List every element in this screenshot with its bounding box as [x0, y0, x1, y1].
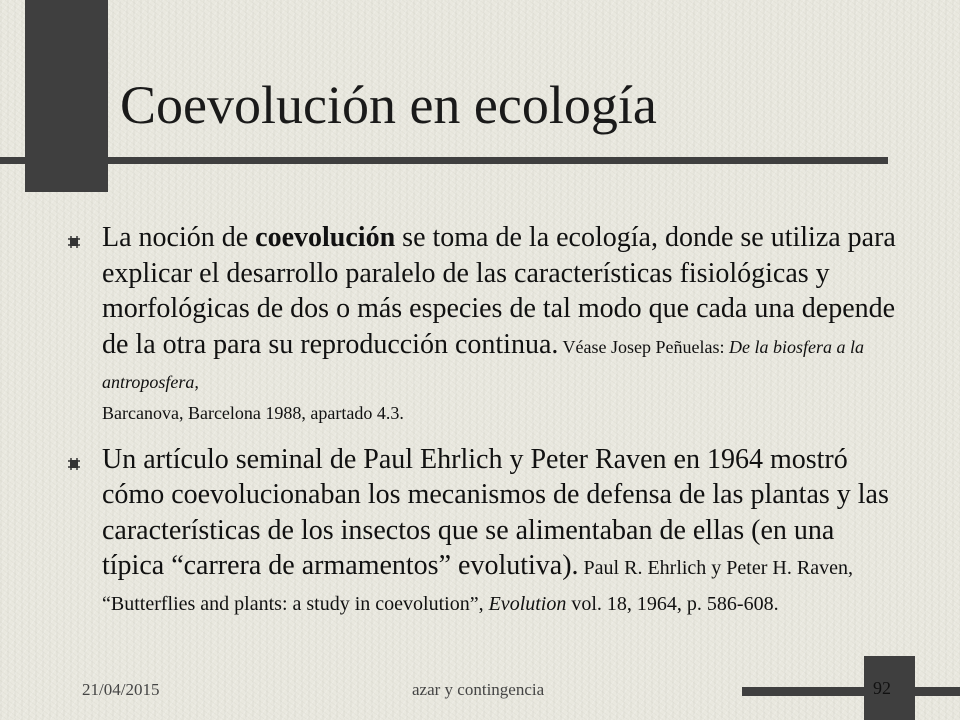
- reference-lead: Véase Josep Peñuelas:: [558, 336, 730, 357]
- bullet-item-coevolution: [60, 220, 900, 424]
- hash-square-icon: [66, 456, 82, 472]
- bullet-text: [102, 220, 900, 424]
- bullet-text: [102, 442, 900, 620]
- text-body: se toma de la ecología, donde se utiliza para explicar el desarrollo paralelo de las características fisiológicas y morfológicas de dos o más especies de tal modo que cada una depende de la otra para su: [102, 222, 896, 360]
- bullet-item-ehrlich-raven: [60, 442, 900, 620]
- text-lead: La noción de: [102, 222, 256, 253]
- text-body: Un artículo seminal de Paul Ehrlich y Peter Raven en 1964 mostró cómo coevolucionaban los mecanismos de defensa de las plantas y las características de los insectos que se alimentaban de ellas (en una típica “carrera de armamentos”: [102, 443, 889, 581]
- text-tail: evolutiva).: [458, 550, 579, 581]
- footer-title: azar y contingencia: [412, 680, 545, 699]
- text-tail: reproducción continua.: [300, 328, 559, 360]
- reference-italic: Evolution: [488, 592, 567, 615]
- title-underline-bar: [0, 157, 888, 164]
- footer-date: 21/04/2015: [82, 680, 160, 699]
- hash-square-icon: [66, 234, 82, 250]
- reference-lead: Paul R. Ehrlich y Peter H. Raven, “Butterflies and plants: a study in coevolution”,: [102, 557, 853, 615]
- reference-italic: De la biosfera a la antroposfera,: [102, 336, 865, 392]
- slide-title: Coevolución en ecología: [120, 75, 657, 135]
- page-number: 92: [873, 678, 891, 698]
- bold-term: coevolución: [255, 222, 396, 253]
- reference-rest: vol. 18, 1964, p. 586-608.: [566, 592, 779, 615]
- bullet-list: [60, 220, 900, 619]
- reference-rest: Barcanova, Barcelona 1988, apartado 4.3.: [102, 402, 404, 423]
- footer-accent-bar: [742, 687, 960, 696]
